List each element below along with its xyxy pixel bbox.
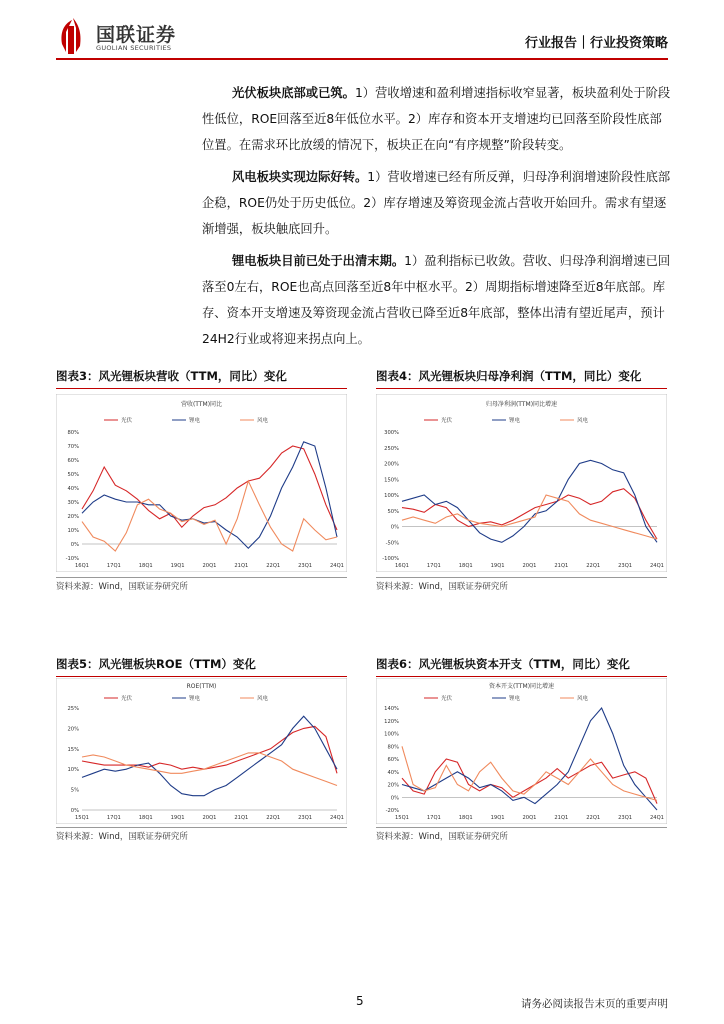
chart-frame (56, 678, 347, 824)
y-tick-label: 50% (387, 508, 399, 515)
y-tick-label: -20% (385, 808, 399, 814)
figure-4 (376, 366, 667, 592)
x-tick-label: 19Q1 (170, 563, 185, 569)
line-chart (56, 394, 347, 572)
chart-title: ROE(TTM) (186, 683, 217, 690)
x-tick-label: 23Q1 (618, 815, 633, 821)
chart-frame (376, 678, 667, 824)
x-tick-label: 19Q1 (490, 563, 505, 569)
y-tick-label: 250% (384, 445, 399, 452)
chart-frame (56, 394, 347, 572)
y-tick-label: 70% (67, 444, 79, 450)
figure-title: 图表6：风光锂板块资本开支（TTM，同比）变化 (376, 654, 667, 677)
x-tick-label: 21Q1 (234, 563, 249, 569)
legend-label: 光伏 (121, 696, 133, 702)
x-tick-label: 18Q1 (138, 815, 153, 821)
x-tick-label: 15Q1 (395, 815, 409, 821)
y-tick-label: -100% (382, 556, 399, 562)
company-logo (56, 18, 196, 58)
chart-net-profit (376, 394, 667, 576)
legend-label: 锂电 (509, 418, 521, 424)
y-tick-label: 50% (67, 472, 79, 478)
paragraph-lead: 风电板块实现边际好转。 (232, 170, 368, 184)
x-tick-label: 20Q1 (202, 563, 217, 569)
x-tick-label: 22Q1 (266, 563, 281, 569)
paragraph-lead: 锂电板块目前已处于出清末期。 (232, 254, 405, 268)
figure-title: 图表5：风光锂板块ROE（TTM）变化 (56, 654, 347, 677)
x-tick-label: 16Q1 (395, 563, 409, 569)
figure-title: 图表4：风光锂板块归母净利润（TTM，同比）变化 (376, 366, 667, 389)
figure-source: 资料来源：Wind，国联证券研究所 (376, 832, 508, 842)
legend-label: 光伏 (121, 418, 133, 424)
line-chart (376, 394, 667, 572)
y-tick-label: 10% (67, 767, 79, 774)
y-tick-label: 0% (70, 542, 79, 548)
y-tick-label: 120% (384, 718, 399, 725)
chart-title: 归母净利润(TTM)同比增速 (485, 401, 558, 408)
y-tick-label: 20% (67, 514, 79, 520)
y-tick-label: 100% (384, 731, 399, 738)
x-tick-label: 21Q1 (234, 815, 249, 821)
y-tick-label: 20% (387, 782, 399, 789)
legend-label: 风电 (257, 696, 269, 702)
x-tick-label: 16Q1 (75, 563, 89, 569)
disclaimer-note: 请务必阅读报告末页的重要声明 (521, 998, 668, 1010)
figure-source: 资料来源：Wind，国联证券研究所 (376, 582, 508, 592)
paragraph-body: 1）营收增速和盈利增速指标收窄显著，板块盈利处于阶段性低位，ROE回落至近8年低位水平。2）库存和资本开支增速均已回落至阶段性底部位置。在需求环比放缓的情况下，板块正在向“有序规整”阶段转变。 (202, 86, 671, 152)
y-tick-label: 0% (70, 808, 79, 814)
x-tick-label: 24Q1 (330, 563, 344, 569)
x-tick-label: 20Q1 (522, 815, 537, 821)
x-tick-label: 22Q1 (586, 563, 601, 569)
y-tick-label: 100% (384, 493, 399, 499)
chart-roe (56, 678, 347, 828)
y-tick-label: 60% (67, 458, 79, 464)
y-tick-label: 20% (67, 726, 79, 733)
legend-label: 锂电 (189, 696, 201, 702)
chart-frame (376, 394, 667, 572)
y-tick-label: 0% (390, 524, 399, 531)
legend-label: 锂电 (189, 418, 201, 424)
y-tick-label: 0% (390, 795, 399, 802)
x-tick-label: 22Q1 (586, 815, 601, 821)
y-tick-label: 300% (384, 430, 399, 436)
paragraph-lead: 光伏板块底部或已筑。 (232, 86, 355, 100)
x-tick-label: 22Q1 (266, 815, 281, 821)
x-tick-label: 17Q1 (426, 563, 441, 569)
figure-3 (56, 366, 347, 592)
x-tick-label: 24Q1 (330, 815, 344, 821)
logo-text-en: GUOLIAN SECURITIES (96, 44, 172, 52)
y-tick-label: 10% (67, 528, 79, 534)
x-tick-label: 19Q1 (170, 815, 185, 821)
legend-label: 风电 (577, 418, 589, 424)
y-tick-label: -10% (65, 556, 79, 562)
x-tick-label: 17Q1 (426, 815, 441, 821)
legend-label: 光伏 (441, 696, 453, 702)
figure-6 (376, 654, 667, 842)
x-tick-label: 15Q1 (75, 815, 89, 821)
x-tick-label: 24Q1 (650, 563, 664, 569)
y-tick-label: 200% (384, 461, 399, 468)
y-tick-label: 40% (387, 769, 399, 776)
paragraph-body: 1）盈利指标已收敛。营收、归母净利润增速已回落至0左右，ROE也高点回落至近8年中枢水平。2）周期指标增速降至近8年底部。库存、资本开支增速及筹资现金流占营收已降至近8年底部，整体出清有望近尾声，预计24H2行业或将迎来拐点向上。 (202, 254, 671, 346)
chart-title: 营收(TTM)同比 (180, 401, 223, 408)
report-type: 行业报告｜行业投资策略 (524, 36, 668, 51)
y-tick-label: 150% (384, 477, 399, 484)
y-tick-label: -50% (385, 540, 399, 547)
figure-source: 资料来源：Wind，国联证券研究所 (56, 582, 188, 592)
y-tick-label: 80% (67, 430, 79, 436)
chart-title: 资本开支(TTM)同比增速 (488, 683, 555, 690)
y-tick-label: 80% (387, 744, 399, 751)
x-tick-label: 17Q1 (106, 815, 121, 821)
figure-source: 资料来源：Wind，国联证券研究所 (56, 832, 188, 842)
y-tick-label: 30% (67, 500, 79, 506)
line-chart (56, 678, 347, 824)
logo-mark-icon (56, 18, 88, 54)
y-tick-label: 140% (384, 706, 399, 712)
x-tick-label: 21Q1 (554, 815, 569, 821)
y-tick-label: 25% (67, 706, 79, 712)
x-tick-label: 20Q1 (202, 815, 217, 821)
x-tick-label: 20Q1 (522, 563, 537, 569)
y-tick-label: 15% (67, 746, 79, 753)
legend-label: 风电 (577, 696, 589, 702)
x-tick-label: 24Q1 (650, 815, 664, 821)
x-tick-label: 17Q1 (106, 563, 121, 569)
y-tick-label: 40% (67, 486, 79, 492)
legend-label: 锂电 (509, 696, 521, 702)
x-tick-label: 19Q1 (490, 815, 505, 821)
paragraph-wind (202, 164, 672, 242)
logo-text-cn: 国联证券 (96, 24, 177, 46)
chart-capex (376, 678, 667, 828)
y-tick-label: 5% (70, 787, 79, 794)
chart-revenue (56, 394, 347, 576)
legend-label: 风电 (257, 418, 269, 424)
line-chart (376, 678, 667, 824)
page-number: 5 (356, 994, 364, 1008)
paragraph-body: 1）营收增速已经有所反弹，归母净利润增速阶段性底部企稳，ROE仍处于历史低位。2）库存增速及筹资现金流占营收开始回升。需求有望逐渐增强，板块触底回升。 (202, 170, 671, 236)
header-rule (56, 58, 668, 60)
x-tick-label: 21Q1 (554, 563, 569, 569)
paragraph-pv (202, 80, 672, 158)
x-tick-label: 18Q1 (458, 815, 473, 821)
legend-label: 光伏 (441, 418, 453, 424)
paragraph-lithium (202, 248, 672, 352)
y-tick-label: 60% (387, 757, 399, 763)
figure-title: 图表3：风光锂板块营收（TTM，同比）变化 (56, 366, 347, 389)
x-tick-label: 18Q1 (458, 563, 473, 569)
x-tick-label: 18Q1 (138, 563, 153, 569)
x-tick-label: 23Q1 (298, 815, 313, 821)
x-tick-label: 23Q1 (618, 563, 633, 569)
figure-5 (56, 654, 347, 842)
x-tick-label: 23Q1 (298, 563, 313, 569)
